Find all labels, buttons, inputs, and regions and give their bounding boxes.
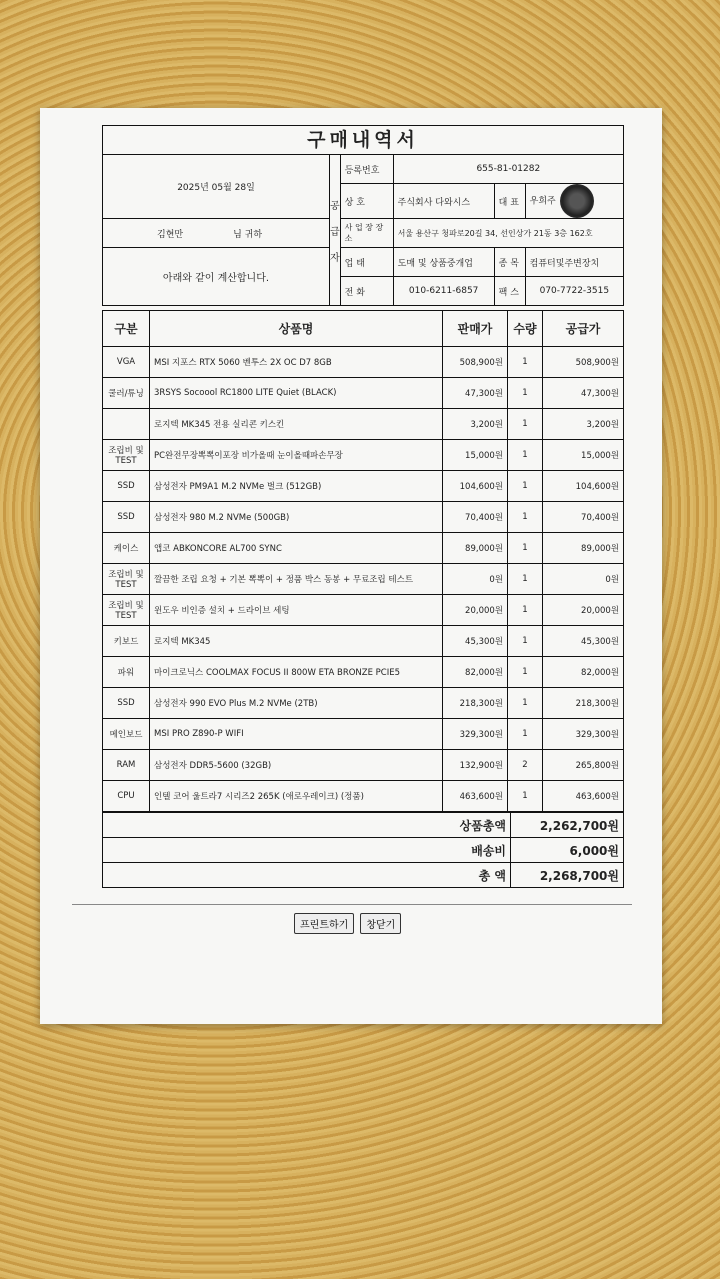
item-category: SSD	[103, 471, 150, 502]
item-price: 329,300원	[443, 719, 508, 750]
address: 서울 용산구 청파로20길 34, 선인상가 21동 3층 162호	[393, 219, 623, 248]
table-row	[103, 533, 624, 564]
item-supply: 265,800원	[543, 750, 624, 781]
item-price: 218,300원	[443, 688, 508, 719]
table-row	[103, 781, 624, 812]
business-type: 도매 및 상품중개업	[393, 248, 494, 277]
items-table	[102, 310, 624, 812]
item-price: 0원	[443, 564, 508, 595]
item-qty: 1	[508, 378, 543, 409]
item-category: 조립비 및 TEST	[103, 440, 150, 471]
item-qty: 1	[508, 781, 543, 812]
total-value: 2,268,700원	[511, 863, 624, 888]
item-name: 윈도우 비인증 설치 + 드라이브 세팅	[150, 595, 443, 626]
item-name: 마이크로닉스 COOLMAX FOCUS II 800W ETA BRONZE PCIE5	[150, 657, 443, 688]
item-name: 삼성전자 PM9A1 M.2 NVMe 벌크 (512GB)	[150, 471, 443, 502]
item-price: 82,000원	[443, 657, 508, 688]
representative: 우희주	[525, 184, 623, 219]
divider	[72, 904, 632, 905]
total-row	[103, 863, 624, 888]
item-supply: 329,300원	[543, 719, 624, 750]
item-price: 508,900원	[443, 347, 508, 378]
item-price: 15,000원	[443, 440, 508, 471]
item-supply: 70,400원	[543, 502, 624, 533]
item-qty: 1	[508, 657, 543, 688]
col-price: 판매가	[443, 311, 508, 347]
item-rows	[103, 347, 624, 812]
paper-sheet	[40, 108, 662, 1024]
total-label: 상품총액	[103, 813, 511, 838]
header-table	[102, 154, 624, 306]
issue-date: 2025년 05월 28일	[103, 155, 330, 219]
action-buttons	[294, 913, 401, 934]
company-seal-icon	[560, 184, 594, 218]
item-name: 깔끔한 조립 요청 + 기본 뽁뽁이 + 정품 박스 동봉 + 무료조립 테스트	[150, 564, 443, 595]
item-qty: 1	[508, 409, 543, 440]
company-label: 상 호	[340, 184, 393, 219]
reg-no: 655-81-01282	[393, 155, 623, 184]
item-name: 3RSYS Socoool RC1800 LITE Quiet (BLACK)	[150, 378, 443, 409]
item-category: SSD	[103, 502, 150, 533]
col-category: 구분	[103, 311, 150, 347]
item-price: 104,600원	[443, 471, 508, 502]
item-price: 132,900원	[443, 750, 508, 781]
table-row	[103, 440, 624, 471]
item-qty: 1	[508, 688, 543, 719]
item-supply: 45,300원	[543, 626, 624, 657]
totals-table	[102, 812, 624, 888]
item-supply: 463,600원	[543, 781, 624, 812]
item-name: 로지텍 MK345 전용 실리콘 키스킨	[150, 409, 443, 440]
phone-label: 전 화	[340, 277, 393, 306]
fax-label: 팩 스	[494, 277, 525, 306]
customer-name: 김현만	[157, 229, 184, 240]
item-qty: 1	[508, 440, 543, 471]
note-text: 아래와 같이 계산합니다.	[103, 248, 330, 306]
business-label: 업 태	[340, 248, 393, 277]
item-category: 파워	[103, 657, 150, 688]
item-category: 조립비 및 TEST	[103, 595, 150, 626]
item-supply: 104,600원	[543, 471, 624, 502]
item-qty: 1	[508, 502, 543, 533]
item-supply: 0원	[543, 564, 624, 595]
company-name: 주식회사 다와시스	[393, 184, 494, 219]
item-qty: 1	[508, 626, 543, 657]
item-supply: 3,200원	[543, 409, 624, 440]
item-name: 삼성전자 DDR5-5600 (32GB)	[150, 750, 443, 781]
item-name: 삼성전자 980 M.2 NVMe (500GB)	[150, 502, 443, 533]
address-label: 사 업 장 장 소	[340, 219, 393, 248]
item-category: 메인보드	[103, 719, 150, 750]
item-supply: 89,000원	[543, 533, 624, 564]
total-row	[103, 813, 624, 838]
table-row	[103, 688, 624, 719]
item-price: 20,000원	[443, 595, 508, 626]
item-name: MSI 지포스 RTX 5060 벤투스 2X OC D7 8GB	[150, 347, 443, 378]
item-supply: 218,300원	[543, 688, 624, 719]
business-category: 컴퓨터및주변장치	[525, 248, 623, 277]
item-qty: 1	[508, 533, 543, 564]
item-category: VGA	[103, 347, 150, 378]
table-row	[103, 378, 624, 409]
item-supply: 15,000원	[543, 440, 624, 471]
item-name: 앱코 ABKONCORE AL700 SYNC	[150, 533, 443, 564]
total-value: 6,000원	[511, 838, 624, 863]
purchase-statement	[102, 125, 624, 888]
item-category: CPU	[103, 781, 150, 812]
item-price: 45,300원	[443, 626, 508, 657]
item-category	[103, 409, 150, 440]
item-price: 463,600원	[443, 781, 508, 812]
category-label: 종 목	[494, 248, 525, 277]
phone: 010-6211-6857	[393, 277, 494, 306]
item-supply: 20,000원	[543, 595, 624, 626]
total-label: 총 액	[103, 863, 511, 888]
table-row	[103, 719, 624, 750]
table-row	[103, 657, 624, 688]
item-category: RAM	[103, 750, 150, 781]
item-name: 로지텍 MK345	[150, 626, 443, 657]
total-rows	[103, 813, 624, 888]
table-row	[103, 750, 624, 781]
item-qty: 1	[508, 719, 543, 750]
print-button[interactable]: 프린트하기	[294, 913, 354, 934]
item-name: MSI PRO Z890-P WIFI	[150, 719, 443, 750]
item-name: 삼성전자 990 EVO Plus M.2 NVMe (2TB)	[150, 688, 443, 719]
item-name: PC완전무장뽁뽁이포장 비가올때 눈이올때파손무장	[150, 440, 443, 471]
item-category: SSD	[103, 688, 150, 719]
item-category: 키보드	[103, 626, 150, 657]
item-qty: 1	[508, 347, 543, 378]
item-price: 89,000원	[443, 533, 508, 564]
reg-no-label: 등록번호	[340, 155, 393, 184]
table-row	[103, 564, 624, 595]
item-qty: 2	[508, 750, 543, 781]
table-row	[103, 502, 624, 533]
customer-line	[103, 219, 330, 248]
col-supply: 공급가	[543, 311, 624, 347]
close-button[interactable]: 창닫기	[360, 913, 401, 934]
table-row	[103, 409, 624, 440]
total-label: 배송비	[103, 838, 511, 863]
table-row	[103, 471, 624, 502]
table-row	[103, 595, 624, 626]
table-row	[103, 626, 624, 657]
item-price: 3,200원	[443, 409, 508, 440]
document-title: 구매내역서	[102, 125, 624, 154]
item-qty: 1	[508, 595, 543, 626]
item-supply: 508,900원	[543, 347, 624, 378]
item-qty: 1	[508, 471, 543, 502]
honorific: 님 귀하	[233, 229, 263, 240]
supplier-side-label: 공 급 자	[330, 155, 341, 306]
item-price: 70,400원	[443, 502, 508, 533]
fax: 070-7722-3515	[525, 277, 623, 306]
item-category: 케이스	[103, 533, 150, 564]
col-qty: 수량	[508, 311, 543, 347]
item-supply: 47,300원	[543, 378, 624, 409]
table-row	[103, 347, 624, 378]
item-category: 쿨러/튜닝	[103, 378, 150, 409]
item-price: 47,300원	[443, 378, 508, 409]
item-qty: 1	[508, 564, 543, 595]
items-header	[103, 311, 624, 347]
total-value: 2,262,700원	[511, 813, 624, 838]
item-name: 인텔 코어 울트라7 시리즈2 265K (애로우레이크) (정품)	[150, 781, 443, 812]
rep-label: 대 표	[494, 184, 525, 219]
item-category: 조립비 및 TEST	[103, 564, 150, 595]
total-row	[103, 838, 624, 863]
item-supply: 82,000원	[543, 657, 624, 688]
col-product: 상품명	[150, 311, 443, 347]
